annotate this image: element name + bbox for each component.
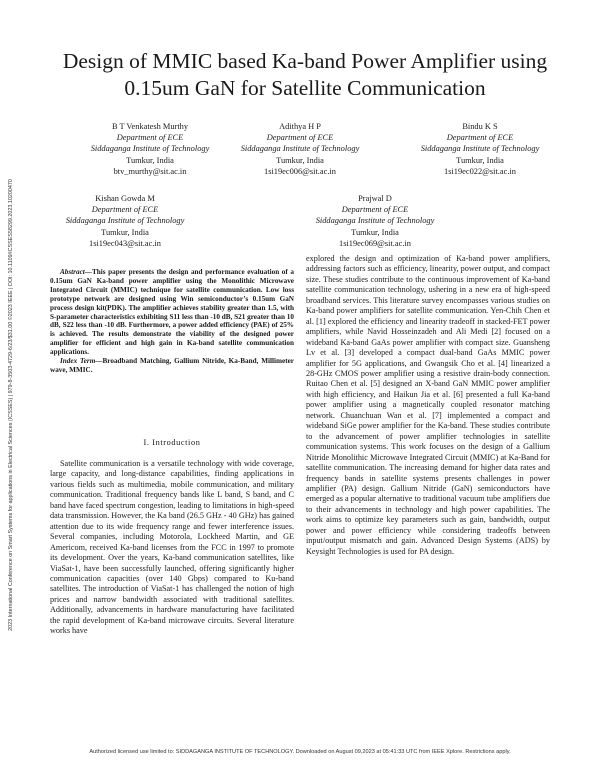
author-institution: Siddaganga Institute of Technology — [240, 144, 360, 154]
side-identifier-text: 2023 International Conference on Smart Systems for applications in Electrical Sciences (ICSSES) | 979-8-3503-4729-6/23/$31.00 ©2023 IEEE | DOI: 10.1109/ICSSES58299.2023.10200470 — [8, 179, 15, 631]
abstract-text: This paper presents the design and performance evaluation of a 0.15um GaN Ka-band power amplifier using the Monolithic Microwave Integrated Circuit (MMIC) technique for satellite communication. Low loss prototype network are designed using Win semiconductor’s 0.15um GaN process design kit(PDK). The amplifier achieves stability greater than 1.5, with S-parameter characteristics exhibiting S11 less than -10 dB, S21 greater than 10 dB, S22 less than -10 dB. Furthermore, a power added efficiency (PAE) of 25% is achieved. The results demonstrate the viability of the designed power amplifier for efficient and high gain in Ka-band satellite communication applications. — [50, 268, 294, 357]
index-terms-paragraph — [50, 357, 294, 375]
author-institution: Siddaganga Institute of Technology — [420, 144, 540, 154]
author-department: Department of ECE — [446, 133, 514, 143]
author-name: Kishan Gowda M — [95, 194, 155, 203]
author-location: Tumkur, India — [456, 155, 504, 165]
author-email: 1si19ec006@sit.ac.in — [264, 166, 336, 176]
abstract-label: Abstract— — [60, 268, 92, 276]
author-location: Tumkur, India — [351, 227, 399, 237]
author-email: 1si19ec043@sit.ac.in — [89, 238, 161, 248]
author-institution: Siddaganga Institute of Technology — [315, 216, 435, 226]
author-institution: Siddaganga Institute of Technology — [65, 216, 185, 226]
author-block — [45, 193, 205, 249]
author-email: btv_murthy@sit.ac.in — [113, 166, 187, 176]
section-heading-introduction: I. Introduction — [143, 438, 201, 447]
author-location: Tumkur, India — [126, 155, 174, 165]
side-identifier — [6, 100, 16, 710]
author-block — [220, 121, 380, 177]
index-terms-label: Index Term— — [60, 357, 103, 366]
author-block — [70, 121, 230, 177]
author-department: Department of ECE — [91, 205, 159, 215]
author-department: Department of ECE — [341, 205, 409, 215]
index-terms-text: Broadband Matching, Gallium Nitride, Ka-Band, Millimeter wave, MMIC. — [50, 357, 294, 374]
author-department: Department of ECE — [266, 133, 334, 143]
author-email: 1si19ec069@sit.ac.in — [339, 238, 411, 248]
author-block — [295, 193, 455, 249]
author-location: Tumkur, India — [276, 155, 324, 165]
author-location: Tumkur, India — [101, 227, 149, 237]
author-name: Prajwal D — [358, 194, 392, 203]
paper-title: Design of MMIC based Ka-band Power Amplifier using 0.15um GaN for Satellite Communication — [62, 49, 548, 100]
introduction-left-column: Satellite communication is a versatile technology with wide coverage, large capacity, and long-distance capabilities, finding applications in various fields such as multimedia, mobile communication, and military communication. Traditional frequency bands like L band, S band, and C band have faced spectrum congestion, leading to limitations in high-speed data transmission. However, the Ka band (26.5 GHz - 40 GHz) has gained attention due to its wide frequency range and fewer interference issues. Several companies, including Motorola, Lockheed Martin, and GE Americom, received Ka-band licenses from the FCC in 1997 to promote its development. Over the years, Ka-band communication satellites, like ViaSat-1, have been successfully launched, offering significantly higher communication capacities (over 140 Gbps) compared to Ku-band satellites. The introduction of ViaSat-1 has challenged the notion of high prices and narrow bandwidth associated with traditional satellites. Additionally, advancements in hardware manufacturing have facilitated the rapid development of Ka-band microwave circuits. Several literature works have — [50, 459, 294, 636]
author-department: Department of ECE — [116, 133, 184, 143]
author-email: 1si19ec022@sit.ac.in — [444, 166, 516, 176]
author-block — [400, 121, 560, 177]
author-institution: Siddaganga Institute of Technology — [90, 144, 210, 154]
abstract — [50, 268, 294, 375]
introduction-right-column: explored the design and optimization of Ka-band power amplifiers, addressing factors such as efficiency, linearity, power output, and compact size. These studies contribute to the continuous improvement of Ka-band satellite communication technology, ushering in a new era of high-speed broadband services. This literature survey encompasses various studies on Ka-band power amplifiers for satellite communication. Yen-Chih Chen et al. [1] explored the efficiency and linearity tradeoff in stacked-FET power amplifiers, while Navid Hosseinzadeh and Ali Medi [2] focused on a wideband Ka-band GaAs power amplifier with compact size. Guansheng Lv et al. [3] developed a compact dual-band GaAs MMIC power amplifier for 5G applications, and Gwangsik Cho et al. [4] linearized a 28-GHz CMOS power amplifier using a resistive drain-body connection. Ruitao Chen et al. [5] designed an X-band GaN MMIC power amplifier with high efficiency, and Haikun Jia et al. [6] presented a full Ka-band power amplifier using a magnetically coupled resonator matching network. Chuanchuan Wan et al. [7] implemented a compact and wideband SiGe power amplifier for the Ka-band. These studies contribute to the advancement of power amplifier technologies in satellite communication systems. This work focuses on the design of a Gallium Nitride Monolithic Microwave Integrated Circuit (MMIC) at Ka-Band for satellite communication. The increasing demand for higher data rates and frequency bands in satellite systems presents challenges in power amplifier (PA) design. Gallium Nitride (GaN) semiconductors have emerged as a popular alternative to traditional vacuum tube amplifiers due to their advancements in technology and high power capabilities. The work aims to optimize key parameters such as gain, bandwidth, output power and power efficiency while considering tradeoffs between input/output mismatch and gain. Advanced Design Systems (ADS) by Keysight Technologies is used for PA design. — [306, 254, 550, 556]
author-name: Adithya H P — [279, 122, 321, 131]
author-name: B T Venkatesh Murthy — [111, 122, 189, 131]
download-footer: Authorized licensed use limited to: SIDDAGANGA INSTITUTE OF TECHNOLOGY. Downloaded on August 09,2023 at 05:41:33 UTC from IEEE Xplore. Restrictions apply. — [89, 749, 511, 755]
author-name: Bindu K S — [462, 122, 498, 131]
abstract-paragraph — [50, 268, 294, 357]
